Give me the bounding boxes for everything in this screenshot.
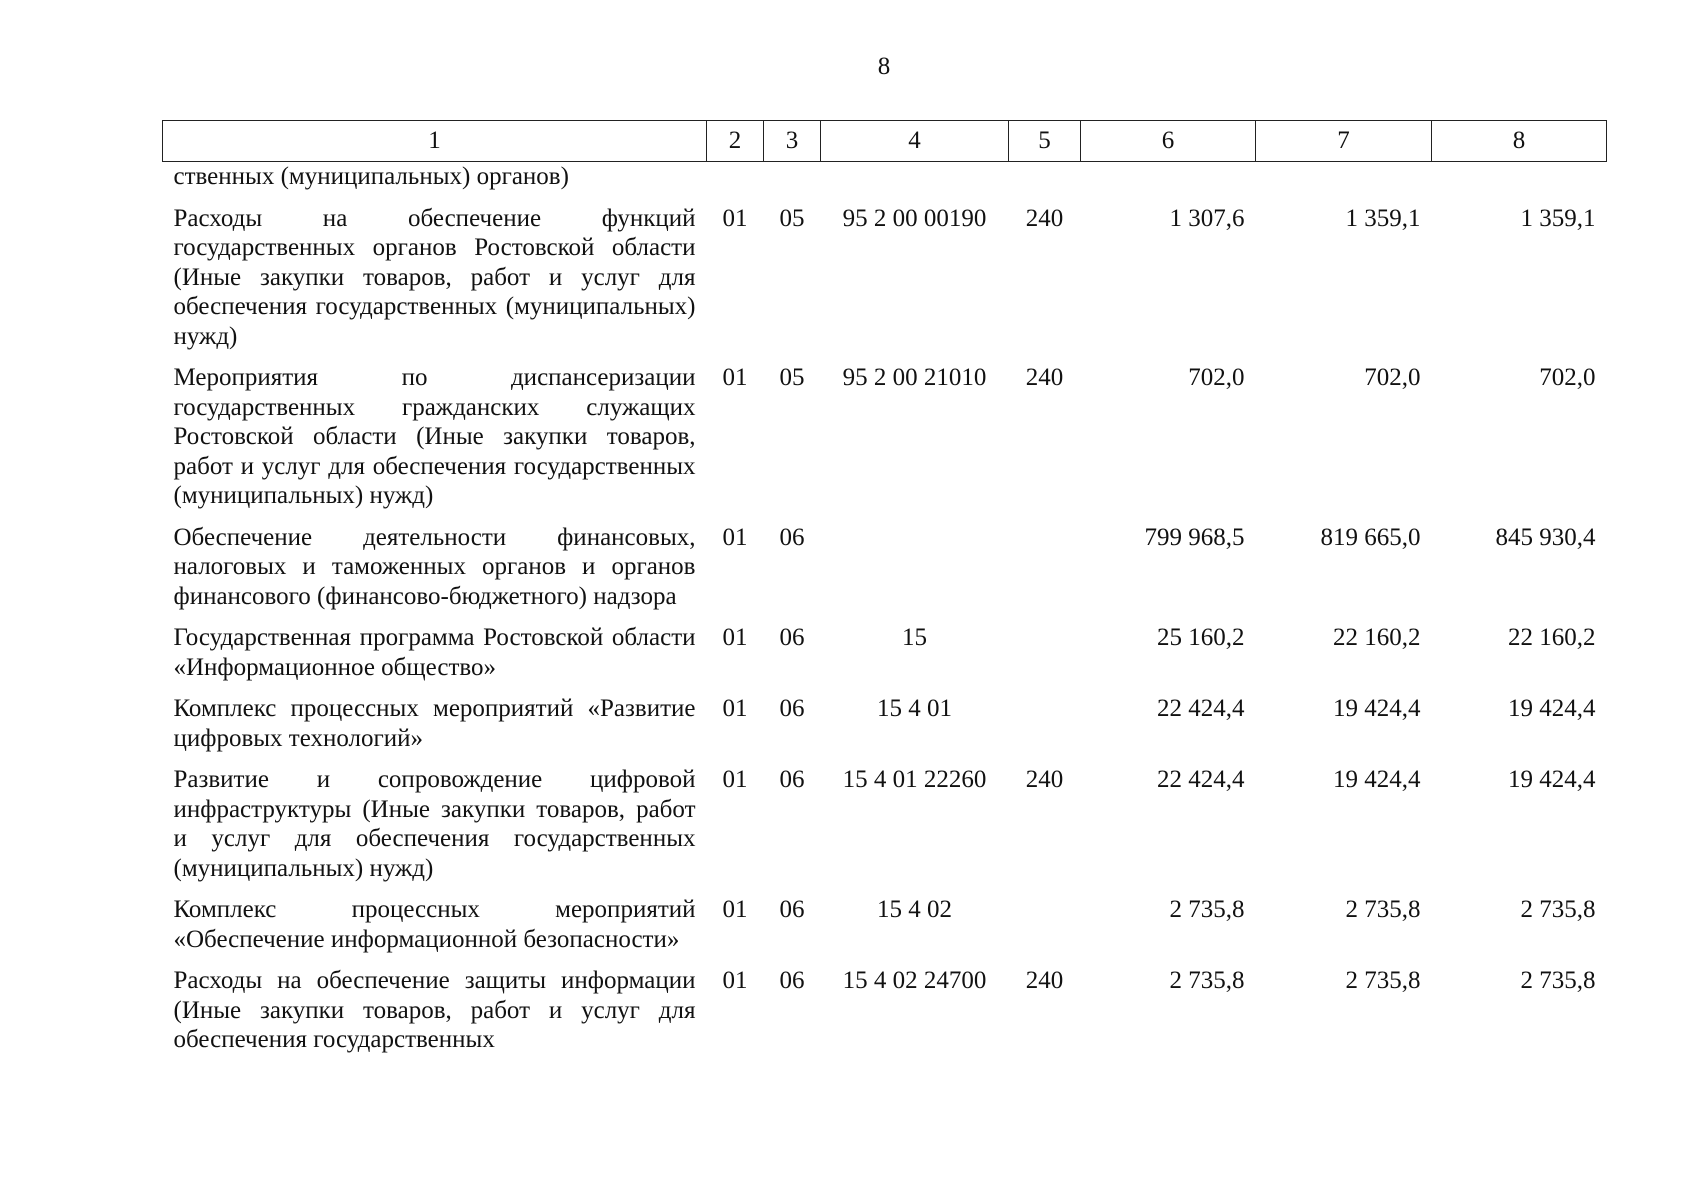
row-subsection: 06: [779, 523, 805, 551]
row-subsection: 05: [779, 204, 805, 232]
row-amount-col-6: 22 424,4: [1157, 766, 1245, 793]
row-target-code: 15 4 02: [877, 896, 952, 923]
row-name: Комплекс процессных мероприятий «Развитие цифровых технологий»: [173, 695, 696, 752]
row-target-code: 15: [902, 624, 927, 651]
row-name: Государственная программа Ростовской области «Информационное общество»: [173, 624, 696, 681]
row-amount-col-7: 2 735,8: [1345, 967, 1421, 994]
row-amount-col-7: 1 359,1: [1345, 204, 1421, 232]
row-section: [707, 162, 764, 204]
row-amount-col-7: 2 735,8: [1345, 896, 1421, 923]
row-amount-col-7: 19 424,4: [1333, 695, 1421, 722]
row-expense-type: [1009, 694, 1081, 765]
row-target-code: 15 4 01: [877, 695, 952, 722]
row-expense-type: 240: [1025, 766, 1064, 793]
row-expense-type: 240: [1025, 967, 1064, 994]
row-subsection: 06: [779, 624, 805, 651]
header-col-7: 7: [1256, 121, 1432, 162]
header-col-8: 8: [1432, 121, 1607, 162]
table-row: [163, 966, 1607, 1055]
header-col-6: 6: [1081, 121, 1256, 162]
table-body: [163, 162, 1607, 1055]
row-target-code: 15 4 01 22260: [842, 766, 987, 793]
row-section: 01: [722, 523, 748, 551]
row-expense-type: [1009, 623, 1081, 694]
row-name: Мероприятия по диспансеризации государственных гражданских служащих Ростовской области (Иные закупки товаров, работ и услуг для обеспечения государственных (муниципальных) нужд): [173, 364, 696, 509]
row-amount-col-8: 845 930,4: [1495, 523, 1596, 551]
header-row: [163, 121, 1607, 162]
row-amount-col-7: 22 160,2: [1333, 624, 1421, 651]
row-amount-col-7: 819 665,0: [1320, 523, 1421, 551]
header-col-2: 2: [707, 121, 764, 162]
row-section: 01: [722, 896, 748, 923]
row-amount-col-8: 19 424,4: [1508, 766, 1596, 793]
row-section: 01: [722, 967, 748, 994]
row-amount-col-6: 2 735,8: [1169, 896, 1245, 923]
row-amount-col-6: 2 735,8: [1169, 967, 1245, 994]
row-section: 01: [722, 204, 748, 232]
row-amount-col-6: 22 424,4: [1157, 695, 1245, 722]
header-col-1: 1: [163, 121, 707, 162]
row-section: 01: [722, 695, 748, 722]
row-amount-col-7: 702,0: [1364, 364, 1421, 391]
row-section: 01: [722, 364, 748, 391]
row-target-code: 95 2 00 21010: [842, 364, 987, 391]
table-row: [163, 204, 1607, 364]
table-row: [163, 623, 1607, 694]
budget-table: [162, 120, 1607, 1055]
table-row: [163, 363, 1607, 523]
row-amount-col-6: 799 968,5: [1144, 523, 1245, 551]
row-target-code: 95 2 00 00190: [842, 204, 987, 232]
row-target-code: [821, 523, 1009, 624]
row-amount-col-8: 19 424,4: [1508, 695, 1596, 722]
row-expense-type: [1009, 523, 1081, 624]
table-header: [163, 121, 1607, 162]
table-row: [163, 895, 1607, 966]
row-expense-type: [1009, 895, 1081, 966]
row-amount-col-8: [1432, 162, 1607, 204]
row-name: Расходы на обеспечение защиты информации (Иные закупки товаров, работ и услуг для обеспечения государственных: [173, 967, 696, 1053]
row-subsection: 06: [779, 766, 805, 793]
row-subsection: 05: [779, 364, 805, 391]
row-target-code: 15 4 02 24700: [842, 967, 987, 994]
row-amount-col-8: 1 359,1: [1520, 204, 1596, 232]
header-col-3: 3: [764, 121, 821, 162]
row-section: 01: [722, 766, 748, 793]
row-name: Развитие и сопровождение цифровой инфраструктуры (Иные закупки товаров, работ и услуг для обеспечения государственных (муниципальных) нужд): [173, 766, 696, 882]
row-expense-type: 240: [1025, 204, 1064, 232]
row-amount-col-8: 2 735,8: [1520, 967, 1596, 994]
row-name: Обеспечение деятельности финансовых, налоговых и таможенных органов и органов финансового (финансово-бюджетного) надзора: [173, 523, 696, 610]
row-name: ственных (муниципальных) органов): [173, 163, 569, 190]
row-amount-col-8: 2 735,8: [1520, 896, 1596, 923]
table-row: [163, 523, 1607, 624]
table-row: [163, 694, 1607, 765]
table-row: [163, 765, 1607, 895]
row-subsection: 06: [779, 896, 805, 923]
row-amount-col-6: [1081, 162, 1256, 204]
row-subsection: [764, 162, 821, 204]
row-subsection: 06: [779, 967, 805, 994]
row-amount-col-8: 702,0: [1539, 364, 1596, 391]
row-amount-col-7: 19 424,4: [1333, 766, 1421, 793]
row-amount-col-7: [1256, 162, 1432, 204]
table-row: [163, 162, 1607, 204]
header-col-4: 4: [821, 121, 1009, 162]
row-amount-col-6: 1 307,6: [1169, 204, 1245, 232]
row-expense-type: 240: [1025, 364, 1064, 391]
row-expense-type: [1009, 162, 1081, 204]
row-amount-col-6: 25 160,2: [1157, 624, 1245, 651]
row-section: 01: [722, 624, 748, 651]
header-col-5: 5: [1009, 121, 1081, 162]
page-number: 8: [877, 53, 891, 80]
row-name: Комплекс процессных мероприятий «Обеспечение информационной безопасности»: [173, 896, 696, 953]
row-subsection: 06: [779, 695, 805, 722]
row-name: Расходы на обеспечение функций государственных органов Ростовской области (Иные закупки товаров, работ и услуг для обеспечения государственных (муниципальных) нужд): [173, 204, 696, 350]
row-amount-col-6: 702,0: [1188, 364, 1245, 391]
row-amount-col-8: 22 160,2: [1508, 624, 1596, 651]
row-target-code: [821, 162, 1009, 204]
